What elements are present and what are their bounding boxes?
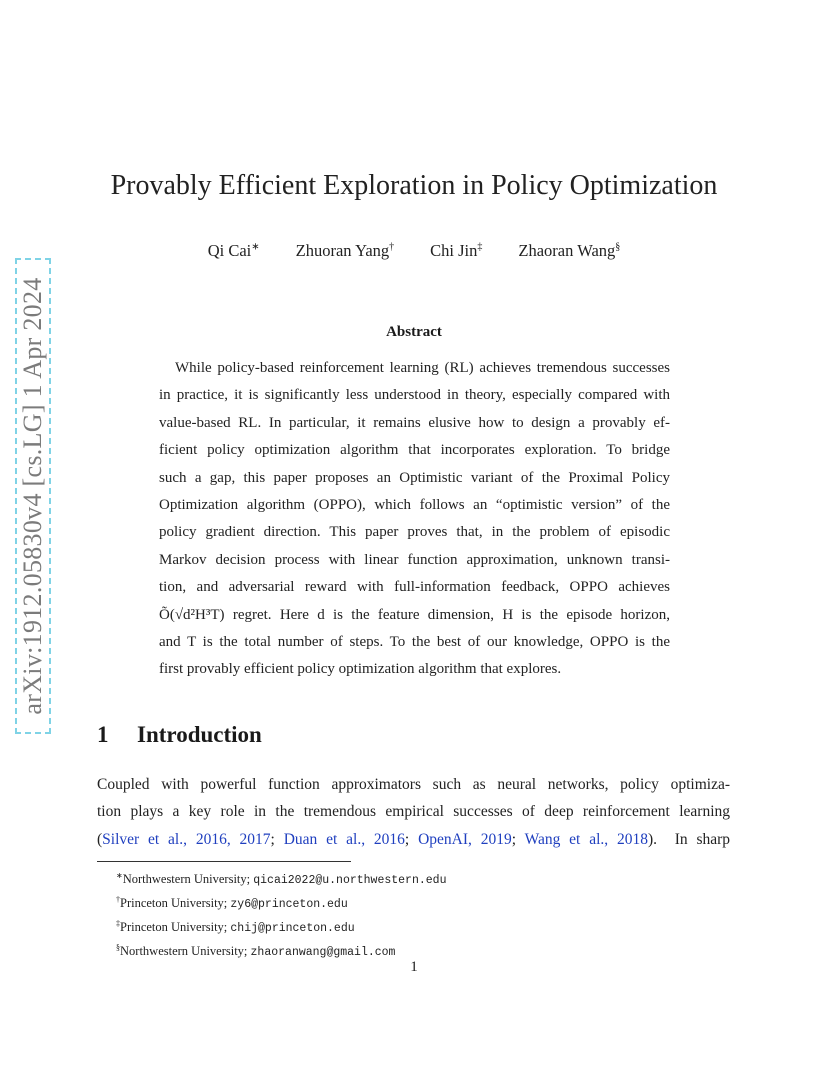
footnote-mark: ∗ [116, 871, 123, 880]
author-list [60, 241, 768, 261]
page-number: 1 [410, 959, 418, 975]
abstract-line: ficient policy optimization algorithm that incorporates exploration. To bridge [159, 442, 670, 459]
citation-separator: ; [404, 830, 419, 848]
author-1 [208, 241, 260, 261]
footnote-rule [97, 861, 351, 862]
author-2 [296, 241, 395, 261]
footnote-affiliation: Northwestern University; [122, 872, 254, 887]
section-number: 1 [97, 722, 109, 747]
section-title: Introduction [137, 722, 262, 747]
footnote-item [116, 890, 446, 914]
author-name: Zhaoran Wang [518, 241, 616, 260]
paper-title: Provably Efficient Exploration in Policy Optimization [110, 170, 718, 201]
footnote-mark: ‡ [116, 919, 120, 929]
citation-link[interactable]: Duan et al., 2016 [283, 830, 405, 848]
author-3 [430, 241, 482, 261]
intro-tail-text: In sharp [674, 830, 731, 848]
citation-separator: ; [511, 830, 525, 848]
abstract-heading: Abstract [386, 324, 442, 340]
intro-citation-line [97, 826, 730, 853]
footnote-email[interactable]: zy6@princeton.edu [230, 898, 348, 912]
footnote-affiliation: Princeton University; [120, 896, 231, 911]
citation-link[interactable]: OpenAI, 2019 [418, 830, 512, 848]
footnote-email[interactable]: qicai2022@u.northwestern.edu [253, 874, 447, 888]
citation-link[interactable]: Silver et al., 2016, 2017 [102, 830, 271, 848]
abstract-line: policy gradient direction. This paper proves that, in the problem of episodic [159, 524, 670, 541]
abstract-line: While policy-based reinforcement learning (RL) achieves tremendous successes [175, 360, 670, 376]
citation-link[interactable]: Wang et al., 2018 [524, 830, 648, 848]
footnote-item [116, 914, 446, 938]
arxiv-stamp[interactable]: arXiv:1912.05830v4 [cs.LG] 1 Apr 2024 [18, 277, 47, 715]
abstract-line: Õ(√d²H³T) regret. Here d is the feature dimension, H is the episode horizon, [159, 606, 670, 623]
abstract-line: first provably efficient policy optimization algorithm that explores. [159, 661, 562, 678]
intro-paragraph [97, 771, 730, 853]
section-heading [97, 722, 262, 748]
abstract-line: Markov decision process with linear function approximation, unknown transi- [159, 551, 670, 568]
footnote-mark: † [116, 895, 120, 905]
footnote-item [116, 866, 446, 890]
abstract-line: in practice, it is significantly less understood in theory, especially compared with [159, 387, 670, 404]
intro-line: tion plays a key role in the tremendous empirical successes of deep reinforcement learning [97, 803, 730, 821]
footnote-email[interactable]: zhaoranwang@gmail.com [250, 946, 396, 960]
abstract-line: tion, and adversarial reward with full-information feedback, OPPO achieves [159, 579, 670, 596]
author-name: Qi Cai [207, 241, 252, 260]
footnote-mark: § [116, 943, 120, 953]
abstract-line: Optimization algorithm (OPPO), which follows an “optimistic version” of the [159, 496, 670, 513]
author-mark: ‡ [477, 241, 483, 253]
footnote-affiliation: Princeton University; [120, 920, 231, 935]
intro-line: Coupled with powerful function approximators such as neural networks, policy optimiza- [97, 776, 730, 793]
citation-separator: ; [270, 830, 284, 848]
abstract-line: and T is the total number of steps. To the best of our knowledge, OPPO is the [159, 633, 670, 650]
footnote-affiliation: Northwestern University; [120, 944, 251, 959]
abstract-line: value-based RL. In particular, it remains elusive how to design a provably ef- [159, 414, 670, 431]
paren-close: ). [647, 830, 658, 848]
author-mark: † [389, 241, 395, 253]
author-4 [518, 241, 620, 261]
footnotes [116, 866, 446, 963]
paren-open: ( [97, 830, 103, 848]
footnote-email[interactable]: chij@princeton.edu [230, 922, 355, 936]
abstract-line: such a gap, this paper proposes an Optimistic variant of the Proximal Policy [159, 469, 670, 486]
author-mark: § [615, 241, 621, 253]
author-name: Zhuoran Yang [295, 241, 390, 260]
author-name: Chi Jin [430, 241, 478, 260]
author-mark: ∗ [251, 241, 260, 253]
abstract-body [159, 355, 670, 684]
